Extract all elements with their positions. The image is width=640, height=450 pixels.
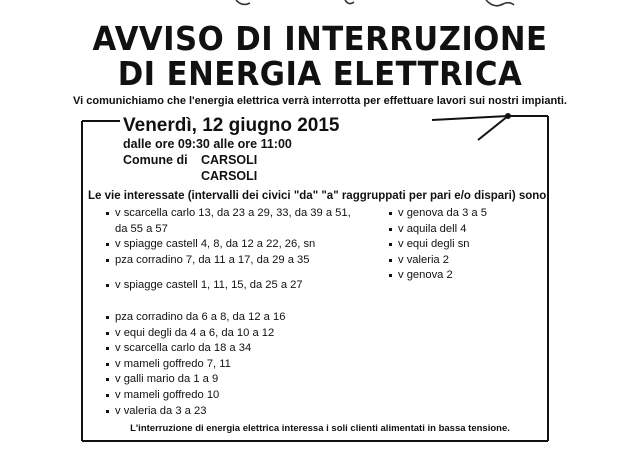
list-item: v valeria da 3 a 23 (105, 404, 355, 420)
comune-label: Comune di (123, 153, 188, 167)
list-item: v aquila dell 4 (388, 222, 588, 238)
notice-intro: Vi comunichiamo che l'energia elettrica verrà interrotta per effettuare lavori sui nostri impianti. (73, 95, 567, 107)
list-item: v mameli goffredo 10 (105, 388, 355, 404)
list-item: v equi degli da 4 a 6, da 10 a 12 (105, 326, 355, 342)
list-item: v galli mario da 1 a 9 (105, 372, 355, 388)
list-item: v genova 2 (388, 268, 588, 284)
list-item: pza corradino 7, da 11 a 17, da 29 a 35 (105, 253, 355, 269)
streets-list-left (105, 206, 355, 419)
outage-date: Venerdì, 12 giugno 2015 (123, 115, 340, 136)
list-item: v genova da 3 a 5 (388, 206, 588, 222)
list-item: pza corradino da 6 a 8, da 12 a 16 (105, 310, 355, 326)
streets-list-right (388, 206, 588, 284)
list-item: v spiagge castell 1, 11, 15, da 25 a 27 (105, 278, 355, 294)
list-item: v equi degli sn (388, 237, 588, 253)
notice-title-line-1: AVVISO DI INTERRUZIONE (92, 19, 548, 58)
list-item: v scarcella carlo 13, da 23 a 29, 33, da 39 a 51, da 55 a 57 (105, 206, 355, 237)
comune-name: CARSOLI (201, 153, 258, 167)
notice-footnote: L'interruzione di energia elettrica interessa i soli clienti alimentati in bassa tensione. (130, 423, 510, 434)
streets-title: Le vie interessate (intervalli dei civici "da" "a" raggruppati per pari e/o dispari) sono: (88, 190, 551, 202)
comune-row (123, 153, 257, 167)
list-item: v valeria 2 (388, 253, 588, 269)
notice-title-line-2: DI ENERGIA ELETTRICA (117, 54, 523, 93)
top-decorative-strokes (0, 0, 640, 14)
comune-name-secondary: CARSOLI (201, 169, 258, 183)
list-item: v spiagge castell 4, 8, da 12 a 22, 26, sn (105, 237, 355, 253)
list-item: v mameli goffredo 7, 11 (105, 357, 355, 373)
outage-hours: dalle ore 09:30 alle ore 11:00 (123, 137, 292, 151)
list-item: v scarcella carlo da 18 a 34 (105, 341, 355, 357)
